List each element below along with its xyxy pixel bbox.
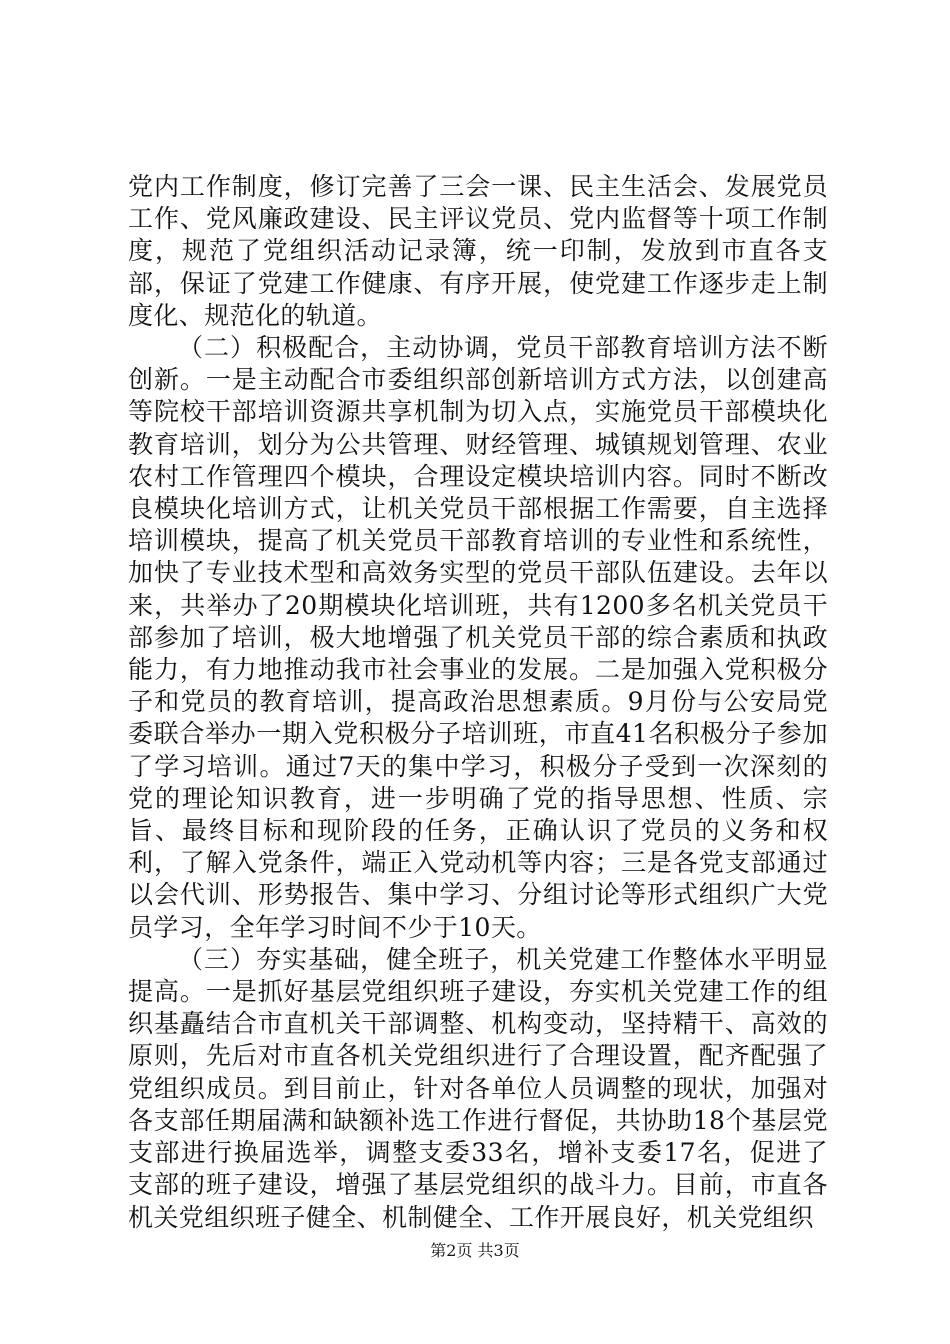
paragraph-1: 党内工作制度，修订完善了三会一课、民主生活会、发展党员工作、党风廉政建设、民主评议党员、党内监督等十项工作制度，规范了党组织活动记录簿，统一印制，发放到市直各支部，保证了党建工作健康、有序开展，使党建工作逐步走上制度化、规范化的轨道。	[128, 172, 828, 330]
paragraph-3: （三）夯实基础，健全班子，机关党建工作整体水平明显提高。一是抓好基层党组织班子建设，夯实机关党建工作的组织基矗结合市直机关干部调整、机构变动，坚持精干、高效的原则，先后对市直各机关党组织进行了合理设置，配齐配强了党组织成员。到目前止，针对各单位人员调整的现状，加强对各支部任期届满和缺额补选工作进行督促，共协助18个基层党支部进行换届选举，调整支委33名，增补支委17名，促进了支部的班子建设，增强了基层党组织的战斗力。目前，市直各机关党组织班子健全、机制健全、工作开展良好，机关党组织	[128, 944, 828, 1232]
page-footer: 第2页 共3页	[430, 1241, 520, 1260]
document-body	[128, 171, 828, 1234]
paragraph-2: （二）积极配合，主动协调，党员干部教育培训方法不断创新。一是主动配合市委组织部创新培训方式方法，以创建高等院校干部培训资源共享机制为切入点，实施党员干部模块化教育培训，划分为公共管理、财经管理、城镇规划管理、农业农村工作管理四个模块，合理设定模块培训内容。同时不断改良模块化培训方式，让机关党员干部根据工作需要，自主选择培训模块，提高了机关党员干部教育培训的专业性和系统性，加快了专业技术型和高效务实型的党员干部队伍建设。去年以来，共举办了20期模块化培训班，共有1200多名机关党员干部参加了培训，极大地增强了机关党员干部的综合素质和执政能力，有力地推动我市社会事业的发展。二是加强入党积极分子和党员的教育培训，提高政治思想素质。9月份与公安局党委联合举办一期入党积极分子培训班，市直41名积极分子参加了学习培训。通过7天的集中学习，积极分子受到一次深刻的党的理论知识教育，进一步明确了党的指导思想、性质、宗旨、最终目标和现阶段的任务，正确认识了党员的义务和权利，了解入党条件，端正入党动机等内容；三是各党支部通过以会代训、形势报告、集中学习、分组讨论等形式组织广大党员学习，全年学习时间不少于10天。	[128, 333, 828, 942]
